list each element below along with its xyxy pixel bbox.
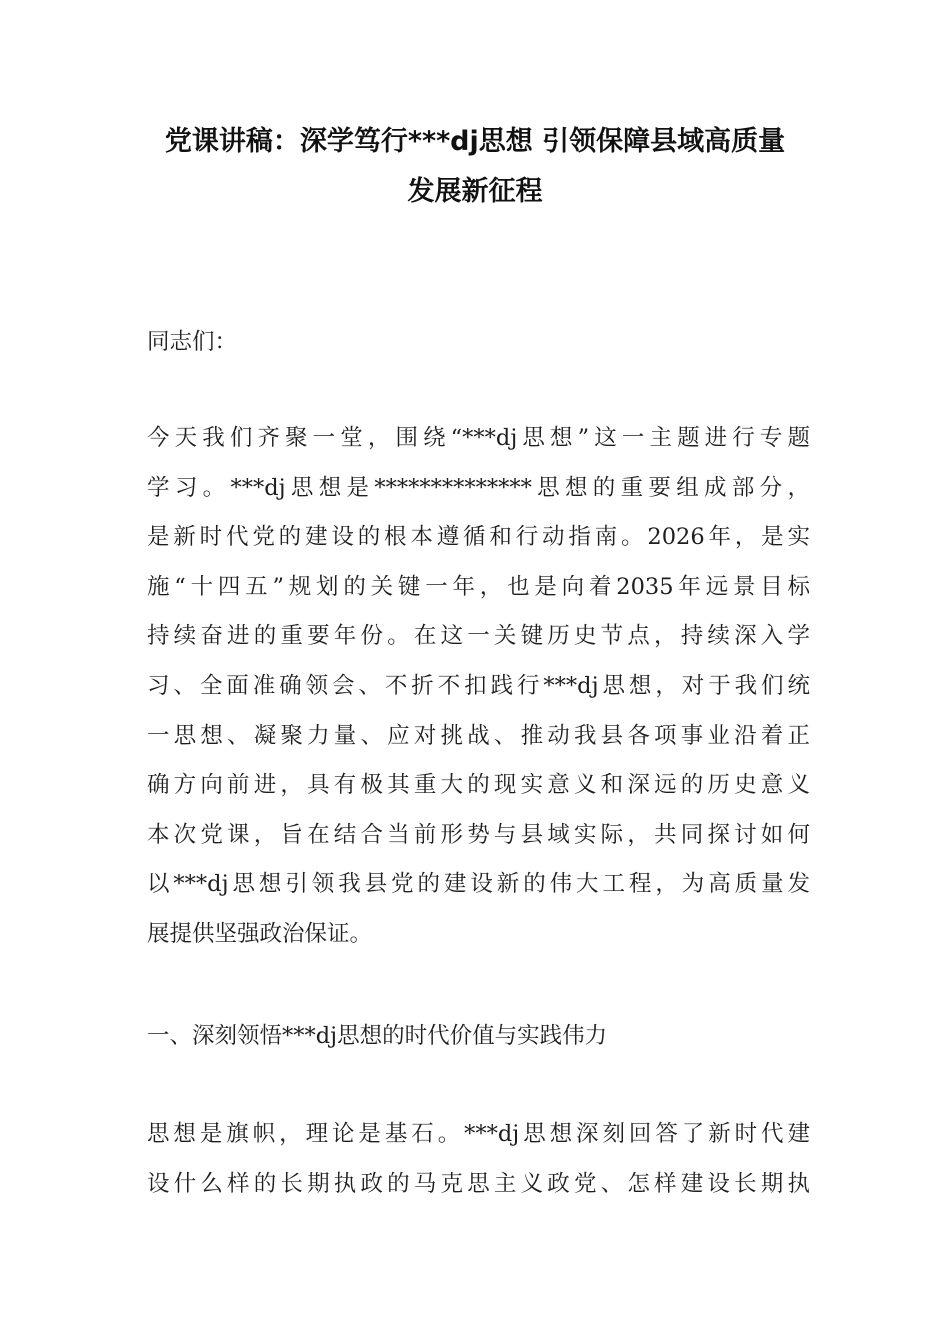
paragraph-line: 今天我们齐聚一堂，围绕“***dj思想”这一主题进行专题: [147, 425, 810, 451]
title-text: 发展新征程: [407, 176, 543, 207]
paragraph-line: 习、全面准确领会、不折不扣践行***dj思想，对于我们统: [147, 672, 810, 699]
document-title-line-1: [140, 116, 810, 168]
greeting: [147, 318, 810, 368]
paragraph-line: 持续奋进的重要年份。在这一关键历史节点，持续深入学: [147, 623, 810, 650]
paragraph-line: 以***dj思想引领我县党的建设新的伟大工程，为高质量发: [147, 871, 810, 898]
paragraph-line: 是新时代党的建设的根本遵循和行动指南。2026年，是实: [147, 524, 810, 551]
title-text: 党课讲稿：深学笃行***dj思想 引领保障县域高质量: [164, 126, 786, 157]
document-title-line-2: [140, 166, 810, 218]
paragraph-line: 设什么样的长期执政的马克思主义政党、怎样建设长期执: [147, 1170, 810, 1197]
intro-paragraph: [147, 414, 810, 960]
paragraph-line: 一思想、凝聚力量、应对挑战、推动我县各项事业沿着正: [147, 722, 810, 749]
paragraph-line: 学习。***dj思想是**************思想的重要组成部分，: [147, 474, 810, 501]
section-heading-text: 一、深刻领悟***dj思想的时代价值与实践伟力: [147, 1023, 608, 1049]
paragraph-line: 施“十四五”规划的关键一年，也是向着2035年远景目标: [147, 573, 810, 600]
section-heading-1: [147, 1012, 810, 1062]
greeting-text: 同志们：: [147, 329, 238, 355]
paragraph-line: 确方向前进，具有极其重大的现实意义和深远的历史意义: [147, 772, 810, 799]
paragraph-line: 展提供坚强政治保证。: [147, 920, 373, 947]
paragraph-line: 思想是旗帜，理论是基石。***dj思想深刻回答了新时代建: [147, 1121, 810, 1147]
paragraph-line: 本次党课，旨在结合当前形势与县域实际，共同探讨如何: [147, 821, 810, 848]
section1-paragraph: [147, 1110, 810, 1209]
